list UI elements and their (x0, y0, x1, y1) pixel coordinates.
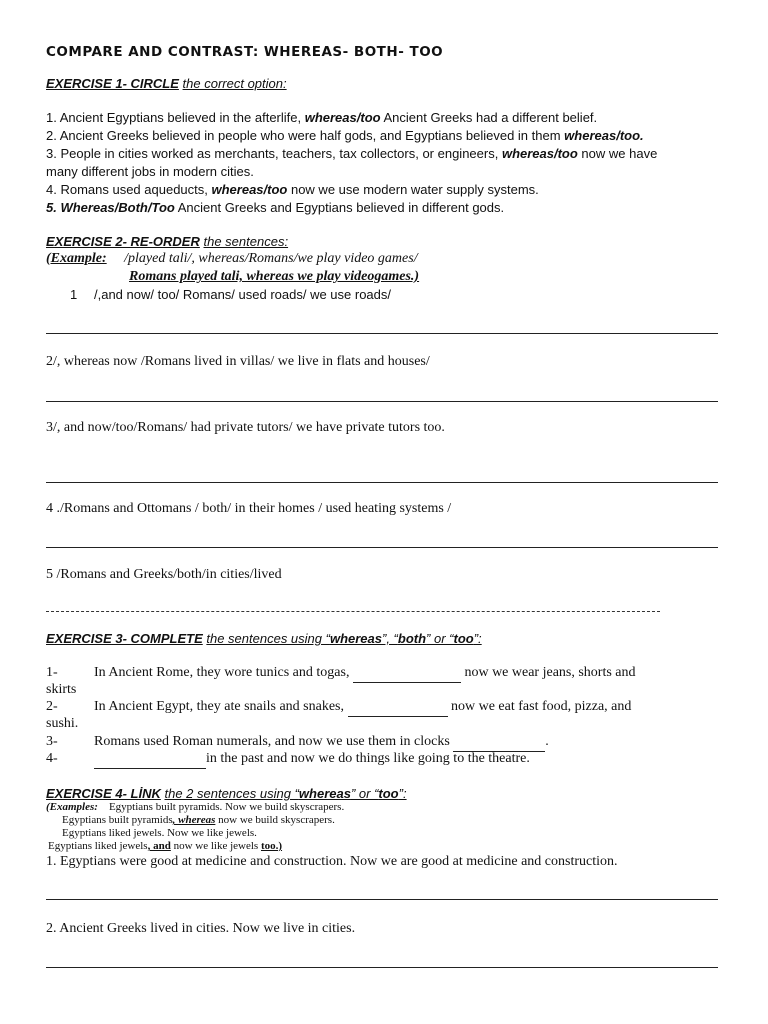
ex2-example: (Example: /played tali/, whereas/Romans/we play video games/ (46, 251, 418, 266)
answer-line[interactable] (46, 482, 718, 483)
exercise-3-title: EXERCISE 3- COMPLETE (46, 631, 203, 646)
ex4-item: 2. Ancient Greeks lived in cities. Now we live in cities. (46, 921, 356, 936)
ex1-item: 1. Ancient Egyptians believed in the afterlife, whereas/too Ancient Greeks had a different belief. (46, 110, 598, 125)
exercise-1-instruction: the correct option: (182, 76, 287, 91)
exercise-1-title: EXERCISE 1- CIRCLE (46, 76, 179, 91)
exercise-3-heading: EXERCISE 3- COMPLETE the sentences using “whereas”, “both” or “too”: (46, 631, 482, 646)
ex2-item: 2/, whereas now /Romans lived in villas/ we live in flats and houses/ (46, 354, 430, 369)
exercise-1-heading (46, 75, 287, 93)
ex1-item: 5. Whereas/Both/Too Ancient Greeks and Egyptians believed in different gods. (46, 200, 505, 215)
exercise-4-title: EXERCISE 4- LİNK (46, 786, 161, 801)
ex1-item: 4. Romans used aqueducts, whereas/too now we use modern water supply systems. (46, 182, 539, 197)
answer-line[interactable] (46, 967, 718, 968)
answer-line[interactable] (46, 611, 660, 612)
ex4-example: Egyptians liked jewels. Now we like jewels. (62, 827, 257, 839)
answer-line[interactable] (46, 333, 718, 334)
ex3-item: skirts (46, 682, 77, 697)
answer-line[interactable] (46, 401, 718, 402)
ex3-item: 4- in the past and now we do things like going to the theatre. (46, 750, 530, 769)
ex2-item: 4 ./Romans and Ottomans / both/ in their homes / used heating systems / (46, 501, 452, 516)
ex2-item: 5 /Romans and Greeks/both/in cities/lived (46, 567, 282, 582)
exercise-2-heading (46, 233, 288, 251)
exercise-4-heading: EXERCISE 4- LİNK the 2 sentences using “whereas” or “too”: (46, 786, 407, 801)
ex4-example: (Examples: Egyptians built pyramids. Now we build skyscrapers. (46, 801, 345, 813)
page-title: COMPARE AND CONTRAST: WHEREAS- BOTH- TOO (46, 44, 444, 60)
blank-field[interactable] (353, 664, 461, 683)
ex2-item: 1 /,and now/ too/ Romans/ used roads/ we use roads/ (70, 287, 392, 302)
exercise-2-title: EXERCISE 2- RE-ORDER (46, 234, 200, 249)
ex3-item: sushi. (46, 716, 79, 731)
ex2-item: 3/, and now/too/Romans/ had private tutors/ we have private tutors too. (46, 420, 445, 435)
ex1-item: many different jobs in modern cities. (46, 164, 254, 179)
ex2-example-answer: Romans played tali, whereas we play videogames.) (129, 269, 420, 284)
answer-line[interactable] (46, 899, 718, 900)
blank-field[interactable] (348, 698, 448, 717)
blank-field[interactable] (94, 750, 206, 769)
ex3-item: 2- In Ancient Egypt, they ate snails and snakes, now we eat fast food, pizza, and (46, 698, 631, 717)
ex4-example: Egyptians built pyramids, whereas now we build skyscrapers. (62, 814, 335, 826)
ex3-item: 1- In Ancient Rome, they wore tunics and togas, now we wear jeans, shorts and (46, 664, 636, 683)
answer-line[interactable] (46, 547, 718, 548)
ex1-item: 2. Ancient Greeks believed in people who were half gods, and Egyptians believed in them whereas/too. (46, 128, 644, 143)
exercise-2-instruction: the sentences: (203, 234, 289, 249)
ex4-item: 1. Egyptians were good at medicine and construction. Now we are good at medicine and construction. (46, 854, 618, 869)
ex3-item: 3- Romans used Roman numerals, and now we use them in clocks . (46, 733, 549, 752)
ex4-example: Egyptians liked jewels, and now we like jewels too.) (48, 840, 283, 852)
ex1-item: 3. People in cities worked as merchants, teachers, tax collectors, or engineers, whereas/too now we have (46, 146, 658, 161)
